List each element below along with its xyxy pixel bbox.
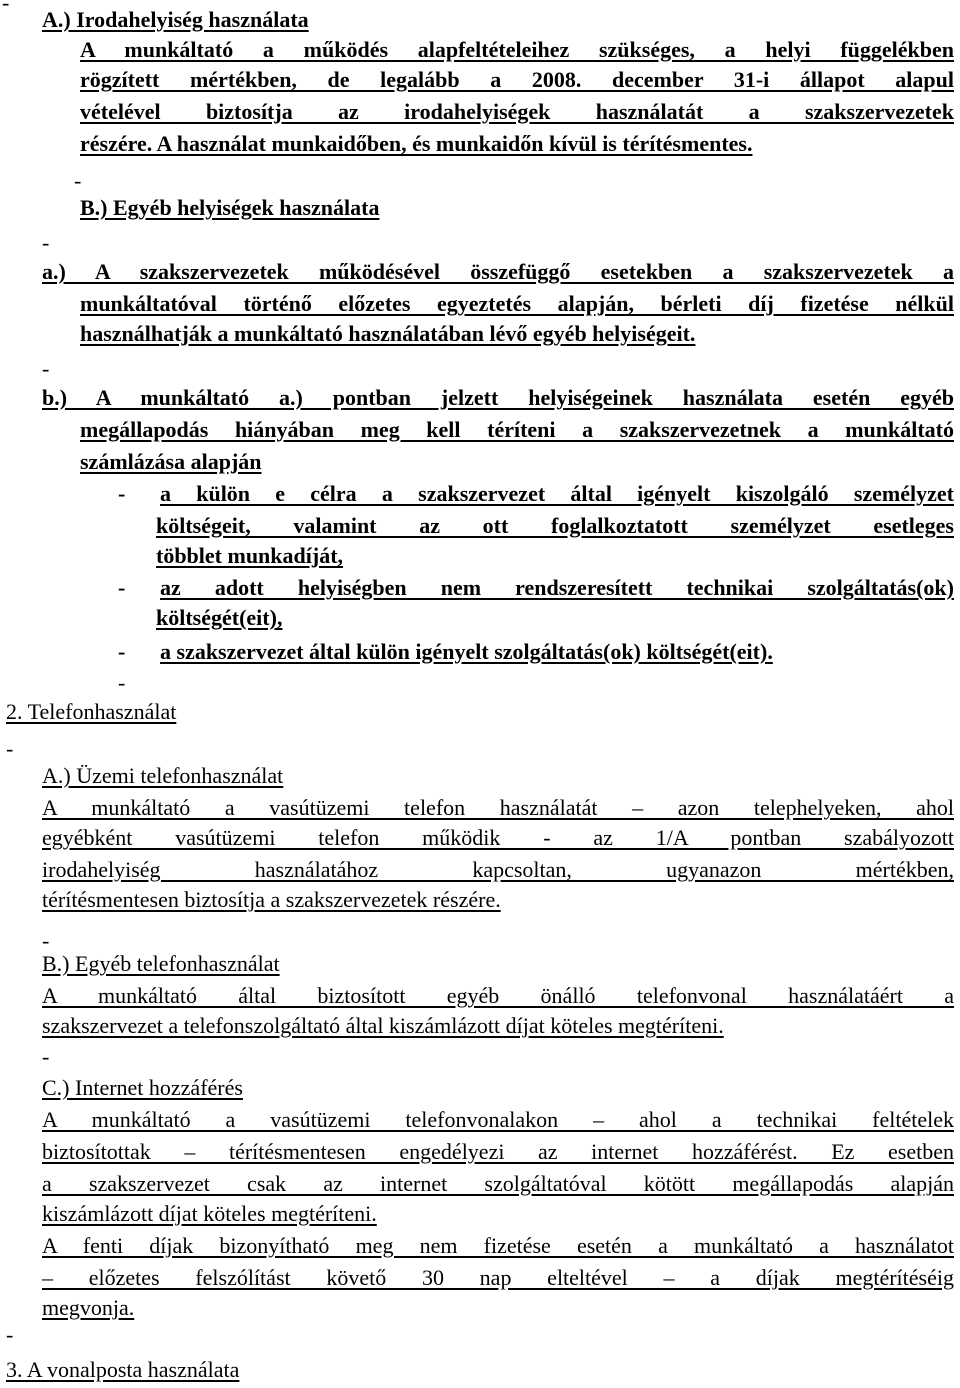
section-heading-2: 2. Telefonhasználat — [6, 699, 177, 724]
stray-mark: - — [6, 736, 14, 761]
stray-mark: - — [42, 230, 50, 255]
bullet-line: többlet munkadíját, — [156, 543, 344, 568]
stray-mark: - — [74, 168, 82, 193]
stray-mark: - — [6, 1322, 14, 1347]
paragraph-b-line: számlázása alapján — [80, 449, 262, 474]
stray-mark: - — [118, 670, 126, 695]
bullet-marker: - — [118, 639, 126, 664]
subsection-2c-line: – előzetes felszólítást követő 30 nap elteltével – a díjak megtérítéséig — [42, 1265, 954, 1290]
subsection-heading-2c: C.) Internet hozzáférés — [42, 1075, 243, 1100]
section-a-line: rögzített mértékben, de legalább a 2008. december 31-i állapot alapul — [80, 67, 954, 92]
bullet-line: az adott helyiségben nem rendszeresített technikai szolgáltatás(ok) — [160, 575, 954, 600]
subsection-2a-line: térítésmentesen biztosítja a szakszervezetek részére. — [42, 887, 501, 912]
subsection-2a-line: A munkáltató a vasútüzemi telefon használatát – azon telephelyeken, ahol — [42, 795, 954, 820]
stray-mark: - — [42, 356, 50, 381]
paragraph-b-line: b.) A munkáltató a.) pontban jelzett helyiségeinek használata esetén egyéb — [42, 385, 954, 410]
subsection-2c-line: A fenti díjak bizonyítható meg nem fizetése esetén a munkáltató a használatot — [42, 1233, 954, 1258]
bullet-marker: - — [118, 575, 126, 600]
section-a-line: vételével biztosítja az irodahelyiségek használatát a szakszervezetek — [80, 99, 954, 124]
subsection-2c-line: a szakszervezet csak az internet szolgáltatóval kötött megállapodás alapján — [42, 1171, 954, 1196]
subsection-2c-line: kiszámlázott díjat köteles megtéríteni. — [42, 1201, 377, 1226]
subsection-2b-line: A munkáltató által biztosított egyéb önálló telefonvonal használatáért a — [42, 983, 954, 1008]
paragraph-a-line: a.) A szakszervezetek működésével összefüggő esetekben a szakszervezetek a — [42, 259, 954, 284]
subsection-2c-line: A munkáltató a vasútüzemi telefonvonalakon – ahol a technikai feltételek — [42, 1107, 954, 1132]
subsection-heading-2a: A.) Üzemi telefonhasználat — [42, 763, 284, 788]
bullet-line: a szakszervezet által külön igényelt szolgáltatás(ok) költségét(eit). — [160, 639, 773, 664]
subsection-2a-line: irodahelyiség használatához kapcsoltan, ugyanazon mértékben, — [42, 857, 954, 882]
bullet-line: költségét(eit), — [156, 605, 283, 630]
section-heading-b: B.) Egyéb helyiségek használata — [80, 195, 380, 220]
bullet-line: költségeit, valamint az ott foglalkoztatott személyzet esetleges — [156, 513, 954, 538]
subsection-2a-line: egyébként vasútüzemi telefon működik - az 1/A pontban szabályozott — [42, 825, 954, 850]
section-heading-3: 3. A vonalposta használata — [6, 1357, 240, 1382]
section-heading-a: A.) Irodahelyiség használata — [42, 7, 309, 32]
subsection-2c-line: megvonja. — [42, 1295, 135, 1320]
paragraph-a-line: munkáltatóval történő előzetes egyeztetés alapján, bérleti díj fizetése nélkül — [80, 291, 954, 316]
subsection-2b-line: szakszervezet a telefonszolgáltató által kiszámlázott díjat köteles megtéríteni. — [42, 1013, 724, 1038]
bullet-line: a külön e célra a szakszervezet által igényelt kiszolgáló személyzet — [160, 481, 954, 506]
subsection-heading-2b: B.) Egyéb telefonhasználat — [42, 951, 280, 976]
subsection-2c-line: biztosítottak – térítésmentesen engedélyezi az internet hozzáférést. Ez esetben — [42, 1139, 954, 1164]
stray-mark: - — [42, 1044, 50, 1069]
section-a-line: A munkáltató a működés alapfeltételeihez szükséges, a helyi függelékben — [80, 37, 954, 62]
paragraph-b-line: megállapodás hiányában meg kell téríteni a szakszervezetnek a munkáltató — [80, 417, 954, 442]
section-a-line: részére. A használat munkaidőben, és munkaidőn kívül is térítésmentes. — [80, 131, 753, 156]
stray-mark: - — [42, 928, 50, 953]
bullet-marker: - — [118, 481, 126, 506]
stray-mark: - — [2, 0, 10, 15]
paragraph-a-line: használhatják a munkáltató használatában lévő egyéb helyiségeit. — [80, 321, 696, 346]
